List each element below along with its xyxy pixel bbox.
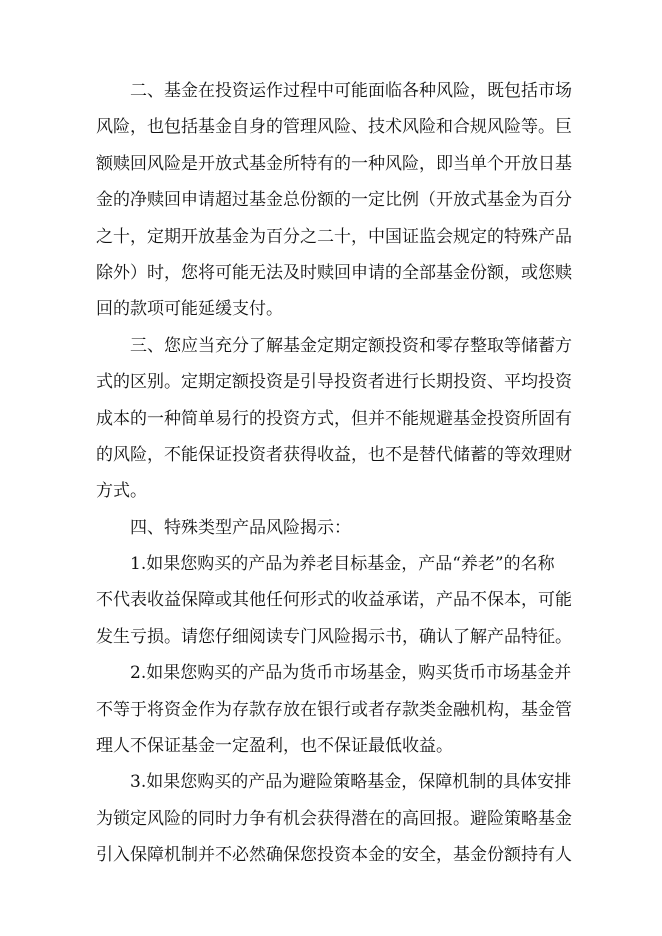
text-line: 1.如果您购买的产品为养老目标基金，产品“养老”的名称 [130, 554, 555, 575]
section-heading: 四、特殊类型产品风险揭示： [130, 517, 351, 538]
paragraph-fund-risks [96, 73, 571, 328]
text-line: 除外）时，您将可能无法及时赎回申请的全部基金份额，或您赎 [96, 262, 572, 283]
paragraph-pension-fund [96, 546, 571, 655]
text-line: 式的区别。定期定额投资是引导投资者进行长期投资、平均投资 [96, 372, 572, 393]
text-line: 引入保障机制并不必然确保您投资本金的安全，基金份额持有人 [96, 845, 572, 866]
text-line: 额赎回风险是开放式基金所特有的一种风险，即当单个开放日基 [96, 153, 572, 174]
text-line: 理人不保证基金一定盈利，也不保证最低收益。 [96, 736, 453, 757]
text-line: 回的款项可能延缓支付。 [96, 299, 283, 320]
text-line: 三、您应当充分了解基金定期定额投资和零存整取等储蓄方 [130, 335, 572, 356]
text-line: 2.如果您购买的产品为货币市场基金，购买货币市场基金并 [130, 663, 572, 684]
document-body [96, 73, 571, 874]
paragraph-hedging-fund [96, 764, 571, 873]
paragraph-money-market-fund [96, 655, 571, 764]
text-line: 不代表收益保障或其他任何形式的收益承诺，产品不保本，可能 [96, 590, 572, 611]
text-line: 二、基金在投资运作过程中可能面临各种风险，既包括市场 [130, 81, 572, 101]
text-line: 不等于将资金作为存款存放在银行或者存款类金融机构，基金管 [96, 699, 572, 720]
paragraph-regular-investment [96, 328, 571, 510]
paragraph-special-products-heading [96, 510, 571, 546]
text-line: 金的净赎回申请超过基金总份额的一定比例（开放式基金为百分 [96, 190, 572, 211]
text-line: 成本的一种简单易行的投资方式，但并不能规避基金投资所固有 [96, 408, 572, 429]
text-line: 为锁定风险的同时力争有机会获得潜在的高回报。避险策略基金 [96, 808, 572, 829]
text-line: 的风险，不能保证投资者获得收益，也不是替代储蓄的等效理财 [96, 444, 572, 465]
text-line: 3.如果您购买的产品为避险策略基金，保障机制的具体安排 [130, 772, 572, 793]
text-line: 发生亏损。请您仔细阅读专门风险揭示书，确认了解产品特征。 [96, 626, 572, 647]
text-line: 之十，定期开放基金为百分之二十，中国证监会规定的特殊产品 [96, 226, 572, 247]
text-line: 风险，也包括基金自身的管理风险、技术风险和合规风险等。巨 [96, 117, 572, 138]
text-line: 方式。 [96, 481, 147, 502]
